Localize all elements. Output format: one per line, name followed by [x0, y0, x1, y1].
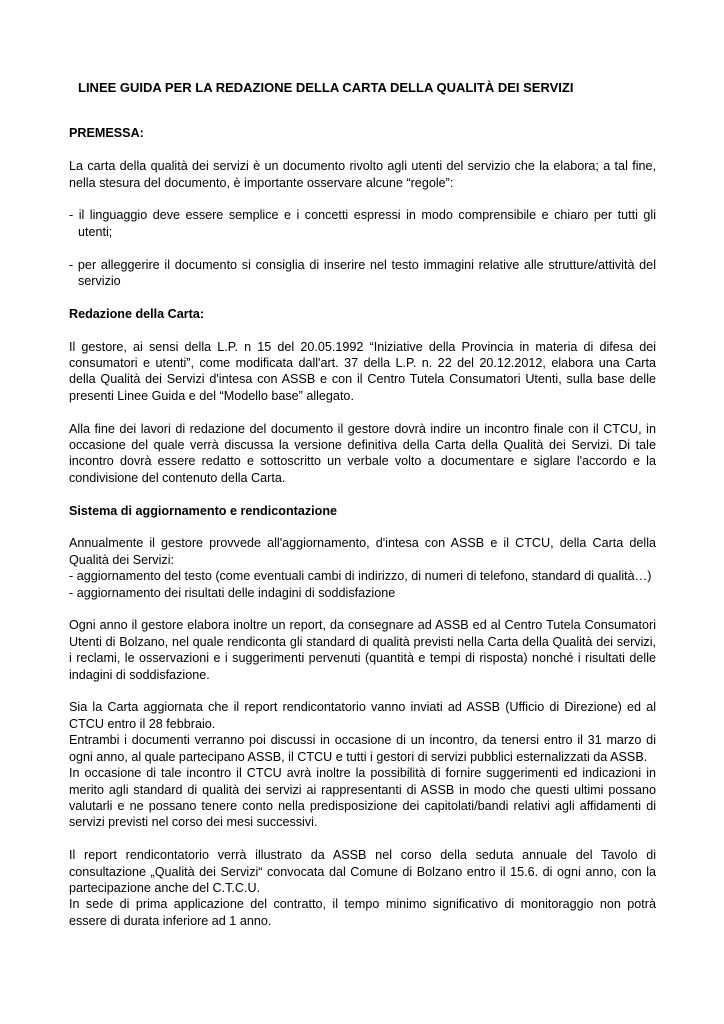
- premessa-bullet-1: - il linguaggio deve essere semplice e i concetti espressi in modo comprensibile e chiaro per tutti gli utenti;: [69, 208, 656, 239]
- premessa-bullet-2: - per alleggerire il documento si consiglia di inserire nel testo immagini relative alle strutture/attività del servizio: [69, 257, 656, 289]
- document-page: [69, 80, 656, 929]
- sistema-monitoring-paragraph: In sede di prima applicazione del contratto, il tempo minimo significativo di monitoraggio non potrà essere di durata inferiore ad 1 anno.: [69, 897, 656, 928]
- sistema-report-paragraph: Ogni anno il gestore elabora inoltre un report, da consegnare ad ASSB ed al Centro Tutela Consumatori Utenti di Bolzano, nel quale rendiconta gli standard di qualità previsti nella Carta della Qualità dei servizi, i reclami, le osservazioni e i suggerimenti pervenuti (quantità e tempi di risposta) nonché i risultati delle indagini di soddisfazione.: [69, 618, 656, 682]
- premessa-heading: PREMESSA:: [69, 126, 144, 141]
- redazione-heading: Redazione della Carta:: [69, 306, 205, 321]
- sistema-suggestions-paragraph: In occasione di tale incontro il CTCU avrà inoltre la possibilità di fornire suggerimenti ed indicazioni in merito agli standard di qualità dei servizi ai rappresentanti di ASSB in modo che questi ultimi possano valutarli e ne possano tenere conto nella predisposizione dei capitolati/bandi relativi agli affidamenti di servizi previsti nel corso dei mesi successivi.: [69, 766, 656, 830]
- sistema-list-item-1: - aggiornamento del testo (come eventuali cambi di indirizzo, di numeri di telefono, standard di qualità…): [69, 569, 652, 584]
- document-title: LINEE GUIDA PER LA REDAZIONE DELLA CARTA DELLA QUALITÀ DEI SERVIZI: [78, 80, 574, 95]
- sistema-deadline-paragraph: Sia la Carta aggiornata che il report rendicontatorio vanno inviati ad ASSB (Ufficio di Direzione) ed al CTCU entro il 28 febbraio.: [69, 700, 656, 731]
- sistema-heading: Sistema di aggiornamento e rendicontazione: [69, 503, 338, 518]
- redazione-paragraph-2: Alla fine dei lavori di redazione del documento il gestore dovrà indire un incontro finale con il CTCU, in occasione del quale verrà discussa la versione definitiva della Carta della Qualità dei Servizi. Di tale incontro dovrà essere redatto e sottoscritto un verbale volto a documentare e siglare l'accordo e la condivisione del contenuto della Carta.: [69, 421, 656, 485]
- sistema-meeting-paragraph: Entrambi i documenti verranno poi discussi in occasione di un incontro, da tenersi entro il 31 marzo di ogni anno, al quale partecipano ASSB, il CTCU e tutti i gestori di servizi pubblici esternalizzati da ASSB.: [69, 733, 656, 764]
- sistema-intro: Annualmente il gestore provvede all'aggiornamento, d'intesa con ASSB e il CTCU, della Carta della Qualità dei Servizi:: [69, 536, 656, 567]
- sistema-list-item-2: - aggiornamento dei risultati delle indagini di soddisfazione: [69, 585, 396, 600]
- premessa-intro: La carta della qualità dei servizi è un documento rivolto agli utenti del servizio che la elabora; a tal fine, nella stesura del documento, è importante osservare alcune “regole”:: [69, 159, 656, 190]
- redazione-paragraph-1: Il gestore, ai sensi della L.P. n 15 del 20.05.1992 “Iniziative della Provincia in materia di difesa dei consumatori e utenti”, come modificata dall'art. 37 della L.P. n. 22 del 20.12.2012, elabora una Carta della Qualità dei Servizi d'intesa con ASSB e con il Centro Tutela Consumatori Utenti, sulla base delle presenti Linee Guida e del “Modello base” allegato.: [69, 339, 656, 403]
- sistema-tavolo-paragraph: Il report rendicontatorio verrà illustrato da ASSB nel corso della seduta annuale del Tavolo di consultazione „Qualità dei Servizi“ convocata dal Comune di Bolzano entro il 15.6. di ogni anno, con la partecipazione anche del C.T.C.U.: [69, 848, 656, 895]
